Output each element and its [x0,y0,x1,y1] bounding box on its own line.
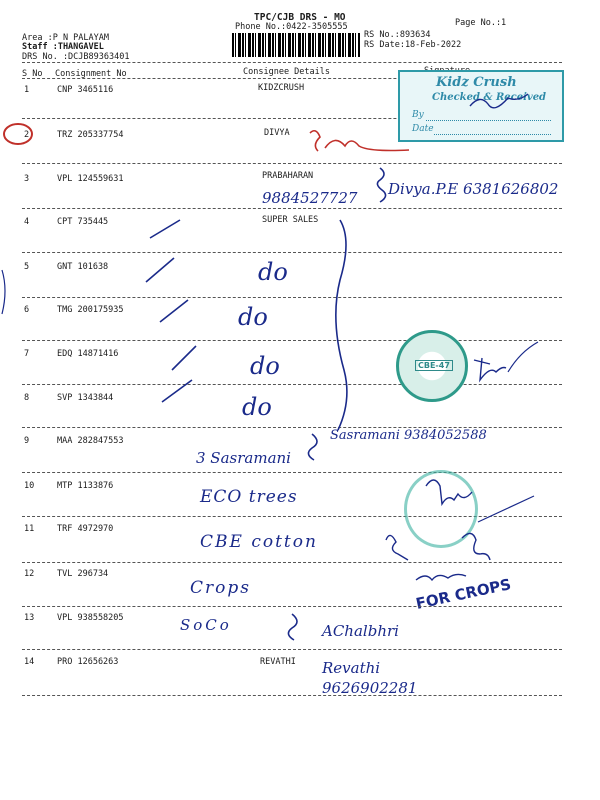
row-consignment-no: CNP 3465116 [57,85,114,95]
row-sno: 5 [24,262,30,272]
stamp-brand: Kidz Crush [436,75,517,90]
handwritten-phone: 9884527727 [262,189,358,207]
seal-label: CBE-47 [415,360,453,371]
handwritten-ditto: do [250,352,280,380]
report-title: TPC/CJB DRS - MO [254,12,346,23]
col-consignment: Consignment No [55,69,127,79]
ditto-stroke [150,220,180,238]
for-crops-stamp: FOR CROPS [414,575,513,613]
stamp-checked: Checked & Received [432,92,547,103]
row-sno: 12 [24,569,35,579]
row-sno: 8 [24,393,30,403]
row-consignee: DIVYA [264,128,290,138]
signature-stroke [416,574,466,580]
handwritten-ditto: do [258,258,288,286]
row-consignment-no: TRF 4972970 [57,524,114,534]
drs-number: DRS No. :DCJB89363401 [22,52,130,62]
red-circle-mark [4,124,32,144]
row-consignment-no: TVL 296734 [57,569,109,579]
row-consignment-no: CPT 735445 [57,217,109,227]
row-sno: 9 [24,436,30,446]
ditto-stroke [160,300,188,322]
row-sno: 2 [24,130,30,140]
col-consignee: Consignee Details [243,67,330,77]
handwritten-signature: Divya.P.E 6381626802 [388,180,559,198]
row-sno: 3 [24,174,30,184]
row-sno: 4 [24,217,30,227]
phone-number: Phone No.:0422-3505555 [235,22,348,32]
ditto-stroke [162,380,192,402]
row-consignment-no: EDQ 14871416 [57,349,119,359]
signature-stroke [386,535,408,560]
handwritten-ditto: do [238,303,268,331]
stamp-by: By [412,110,424,120]
row-sno: 6 [24,305,30,315]
row-consignee: PRABAHARAN [262,171,314,181]
row-consignment-no: GNT 101638 [57,262,109,272]
brace-stroke [308,434,317,460]
ditto-stroke [146,258,174,282]
margin-mark [2,270,5,314]
area-label: Area :P N PALAYAM [22,33,109,43]
row-consignment-no: PRO 12656263 [57,657,119,667]
brace-stroke [288,614,297,640]
handwritten-signature: Revathi 9626902281 [322,659,418,697]
brace-stroke [377,168,385,202]
staff-label: Staff :THANGAVEL [22,42,104,52]
row-sno: 11 [24,524,35,534]
col-sno: S No [22,69,43,79]
row-consignee: REVATHI [260,657,296,667]
row-consignee: SUPER SALES [262,215,319,225]
page-number: Page No.:1 [455,18,507,28]
handwritten-signature: Sasramani 9384052588 [330,428,487,443]
handwritten-signature: AChalbhri [322,622,399,640]
row-consignment-no: MAA 282847553 [57,436,124,446]
handwritten-name: Crops [190,578,251,598]
signature-stroke [474,358,506,380]
rs-date: RS Date:18-Feb-2022 [364,40,462,50]
signature-stroke [426,480,472,504]
row-consignment-no: MTP 1133876 [57,481,114,491]
row-consignment-no: VPL 938558205 [57,613,124,623]
handwritten-name: 3 Sasramani [196,449,291,467]
long-brace-stroke [336,220,347,430]
row-consignment-no: SVP 1343844 [57,393,114,403]
stamp-date: Date [412,124,434,134]
signature-tail [508,342,538,372]
row-sno: 10 [24,481,35,491]
row-consignment-no: TRZ 205337754 [57,130,124,140]
rs-number: RS No.:893634 [364,30,431,40]
red-scribble [310,131,409,151]
row-sno: 14 [24,657,35,667]
handwritten-name: SoCo [180,616,232,634]
row-consignment-no: VPL 124559631 [57,174,124,184]
signature-stroke [462,533,490,560]
handwritten-ditto: do [242,393,272,421]
row-sno: 7 [24,349,30,359]
ditto-stroke [172,346,196,370]
stamp-signature-stroke [470,94,528,108]
handwritten-name: CBE cotton [200,532,318,552]
row-consignment-no: TMG 200175935 [57,305,124,315]
row-consignee: KIDZCRUSH [258,83,305,93]
signature-tail [478,496,534,522]
handwritten-name: ECO trees [200,487,298,507]
row-sno: 13 [24,613,35,623]
row-sno: 1 [24,85,30,95]
